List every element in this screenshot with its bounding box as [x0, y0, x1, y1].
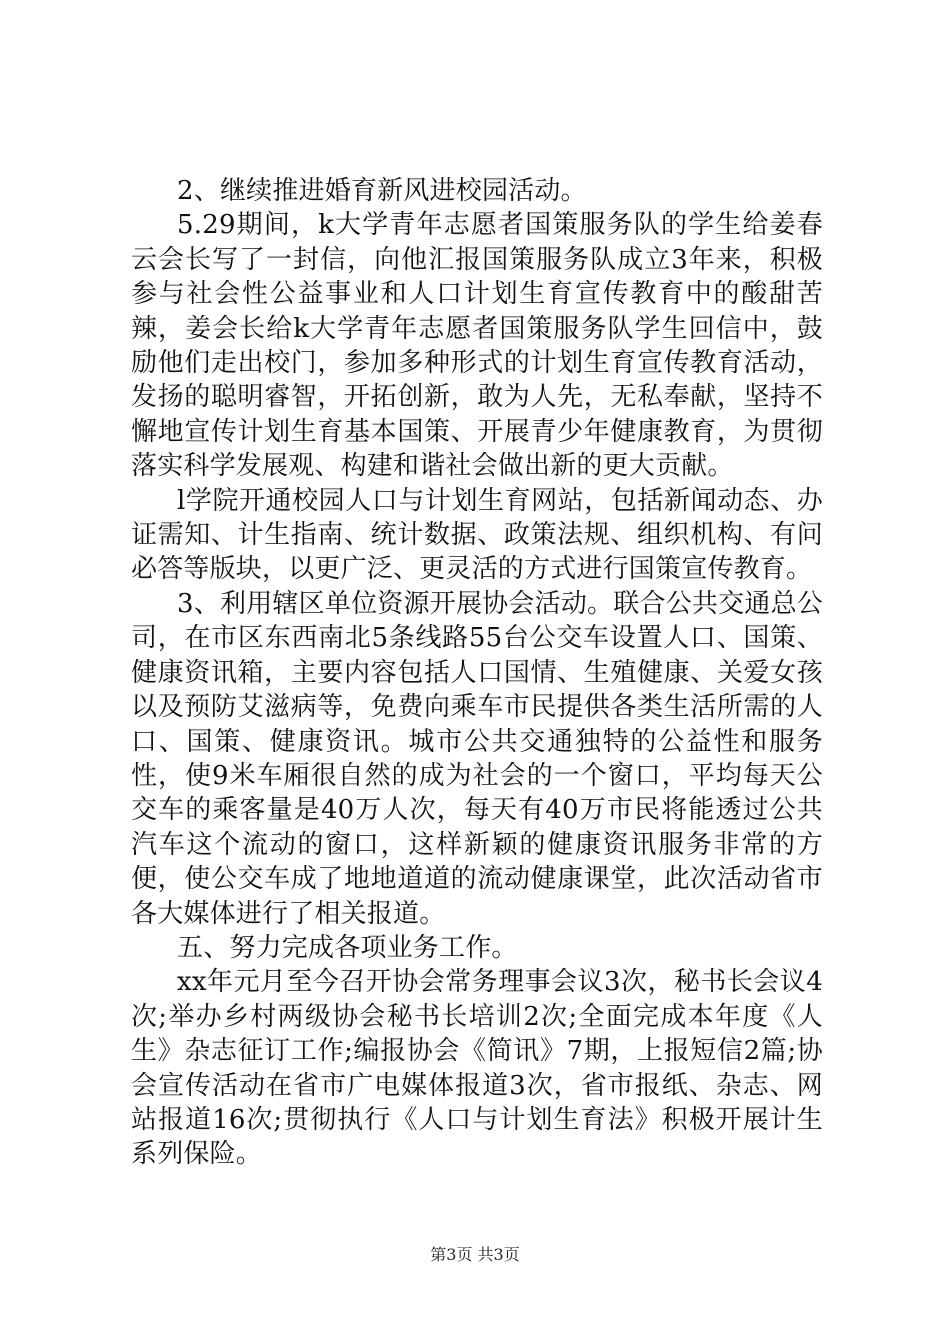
paragraph-volunteer-letter: 5.29期间，k大学青年志愿者国策服务队的学生给姜春云会长写了一封信，向他汇报国策服务队成立3年来，积极参与社会性公益事业和人口计划生育宣传教育中的酸甜苦辣，姜会长给k大学青年志愿者国策服务队学生回信中，鼓励他们走出校门，参加多种形式的计划生育宣传教育活动，发扬的聪明睿智，开拓创新，敢为人先，无私奉献，坚持不懈地宣传计划生育基本国策、开展青少年健康教育，为贯彻落实科学发展观、构建和谐社会做出新的更大贡献。	[131, 210, 823, 482]
section-heading-business-work: 五、努力完成各项业务工作。	[177, 932, 518, 963]
paragraph-campus-website: l学院开通校园人口与计划生育网站，包括新闻动态、办证需知、计生指南、统计数据、政策法规、组织机构、有问必答等版块，以更广泛、更灵活的方式进行国策宣传教育。	[131, 485, 823, 585]
page-number-footer: 第3页 共3页	[430, 1245, 520, 1264]
document-body	[131, 174, 823, 1172]
paragraph-bus-info-boxes: 3、利用辖区单位资源开展协会活动。联合公共交通总公司，在市区东西南北5条线路55台公交车设置人口、国策、健康资讯箱，主要内容包括人口国情、生殖健康、关爱女孩以及预防艾滋病等，免费向乘车市民提供各类生活所需的人口、国策、健康资讯。城市公共交通独特的公益性和服务性，使9米车厢很自然的成为社会的一个窗口，平均每天公交车的乘客量是40万人次，每天有40万市民将能透过公共汽车这个流动的窗口，这样新颖的健康资讯服务非常的方便，使公交车成了地地道道的流动健康课堂，此次活动省市各大媒体进行了相关报道。	[131, 588, 823, 929]
section-heading-campus-activity: 2、继续推进婚育新风进校园活动。	[177, 176, 587, 206]
paragraph-work-summary: xx年元月至今召开协会常务理事会议3次，秘书长会议4次;举办乡村两级协会秘书长培训2次;全面完成本年度《人生》杂志征订工作;编报协会《简讯》7期，上报短信2篇;协会宣传活动在省市广电媒体报道3次，省市报纸、杂志、网站报道16次;贯彻执行《人口与计划生育法》积极开展计生系列保险。	[131, 967, 823, 1170]
